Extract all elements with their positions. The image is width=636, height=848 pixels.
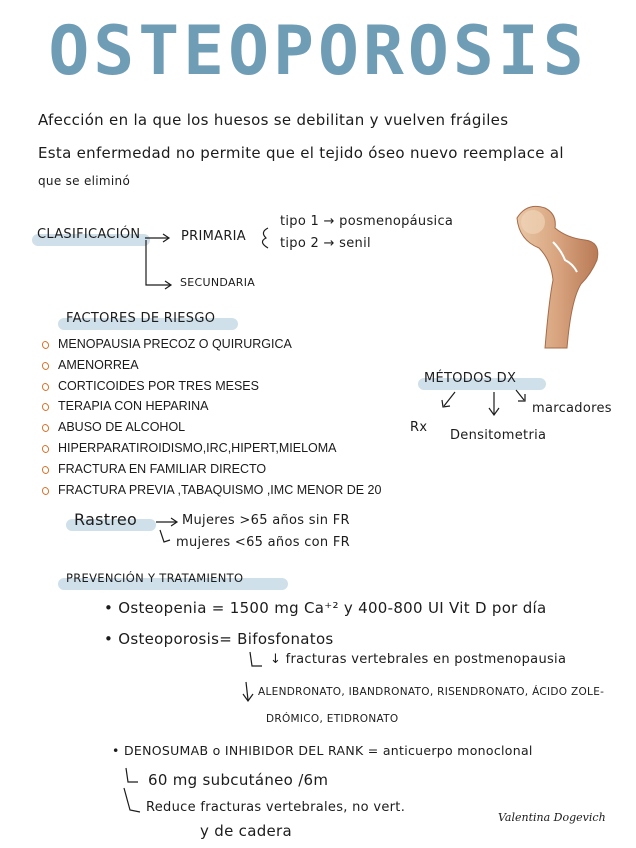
osteopenia-line: • Osteopenia = 1500 mg Ca⁺² y 400-800 UI Vit D por día (104, 599, 547, 617)
dosis-line: 60 mg subcutáneo /6m (148, 771, 329, 789)
primaria-label: PRIMARIA (181, 229, 246, 244)
prevencion-heading: PREVENCIÓN Y TRATAMIENTO (66, 571, 244, 585)
secundaria-label: SECUNDARIA (180, 276, 256, 289)
factor-text: TERAPIA CON HEPARINA (58, 399, 209, 414)
clasificacion-label: CLASIFICACIÓN (37, 227, 141, 242)
denosumab-text: DENOSUMAB o INHIBIDOR DEL RANK = anticuerpo monoclonal (123, 743, 533, 758)
factor-text: FRACTURA EN FAMILIAR DIRECTO (58, 461, 267, 476)
page-title: OSTEOPOROSIS (48, 12, 588, 91)
intro-line-1: Afección en la que los huesos se debilitan y vuelven frágiles (38, 111, 509, 129)
reduce-line-1: Reduce fracturas vertebrales, no vert. (146, 800, 406, 815)
rastreo-heading: Rastreo (74, 510, 138, 529)
farmacos-line-2: DRÓMICO, ETIDRONATO (266, 713, 399, 725)
factor-text: ABUSO DE ALCOHOL (58, 420, 186, 435)
metodos-heading: MÉTODOS DX (424, 371, 517, 386)
signature: Valentina Dogevich (498, 811, 606, 824)
tipo2-label: tipo 2 → senil (280, 236, 371, 251)
metodo-marcadores: marcadores (532, 401, 612, 416)
metodo-rx: Rx (410, 420, 428, 435)
osteoporosis-line: • Osteoporosis= Bifosfonatos (104, 630, 334, 648)
rastreo-line-1: Mujeres >65 años sin FR (182, 513, 350, 528)
factor-text: HIPERPARATIROIDISMO,IRC,HIPERT,MIELOMA (58, 440, 337, 455)
factores-heading: FACTORES DE RIESGO (66, 311, 216, 326)
reduce-line-2: y de cadera (200, 822, 293, 840)
intro-line-2: Esta enfermedad no permite que el tejido óseo nuevo reemplace al (38, 144, 564, 162)
farmacos-line-1: ALENDRONATO, IBANDRONATO, RISENDRONATO, ÁCIDO ZOLE- (258, 686, 605, 698)
factor-text: CORTICOIDES POR TRES MESES (58, 378, 259, 393)
factor-text: AMENORREA (58, 357, 139, 372)
fracturas-line: ↓ fracturas vertebrales en postmenopausia (270, 652, 567, 667)
intro-line-3: que se eliminó (38, 174, 131, 188)
osteoporosis-text: Osteoporosis= Bifosfonatos (118, 630, 334, 648)
denosumab-line: • DENOSUMAB o INHIBIDOR DEL RANK = anticuerpo monoclonal (112, 743, 533, 758)
rastreo-line-2: mujeres <65 años con FR (176, 535, 350, 550)
tipo1-label: tipo 1 → posmenopáusica (280, 214, 454, 229)
factor-text: FRACTURA PREVIA ,TABAQUISMO ,IMC MENOR DE 20 (58, 482, 382, 497)
osteopenia-text: Osteopenia = 1500 mg Ca⁺² y 400-800 UI Vit D por día (118, 599, 547, 617)
factor-text: MENOPAUSIA PRECOZ O QUIRURGICA (58, 337, 292, 351)
metodo-densitometria: Densitometria (450, 428, 547, 443)
